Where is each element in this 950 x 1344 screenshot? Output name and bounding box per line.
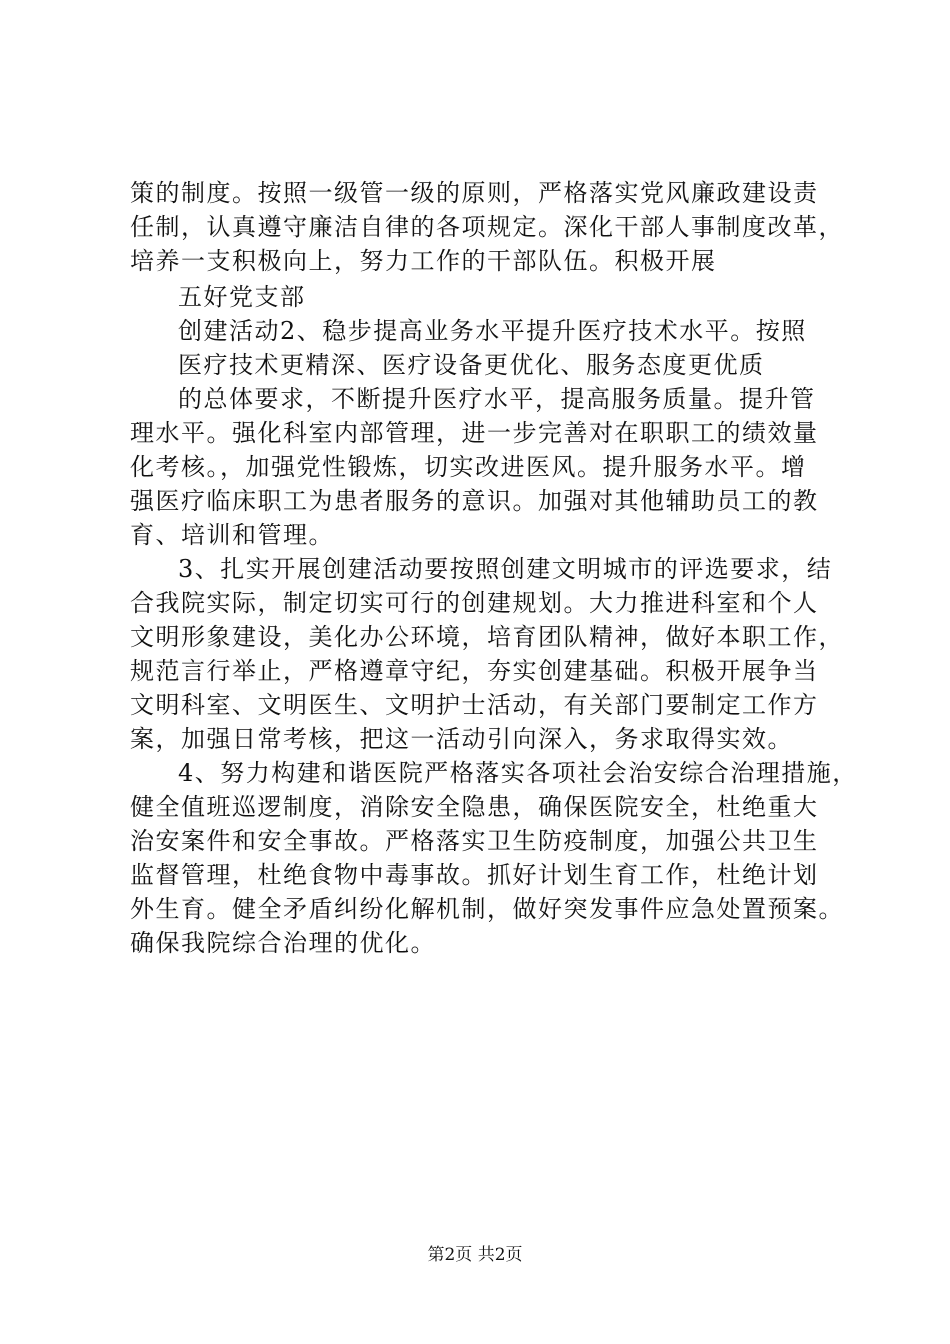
text-line: 理水平。强化科室内部管理，进一步完善对在职职工的绩效量	[130, 419, 819, 447]
text-line: 医疗技术更精深、医疗设备更优化、服务态度更优质	[178, 351, 765, 379]
text-line: 策的制度。按照一级管一级的原则，严格落实党风廉政建设责	[130, 179, 819, 207]
text-line: 确保我院综合治理的优化。	[130, 929, 436, 957]
text-line: 治安案件和安全事故。严格落实卫生防疫制度，加强公共卫生	[130, 827, 819, 855]
page-number-footer: 第2页 共2页	[427, 1245, 523, 1265]
text-line: 外生育。健全矛盾纠纷化解机制，做好突发事件应急处置预案。	[130, 895, 844, 923]
text-line: 文明科室、文明医生、文明护士活动，有关部门要制定工作方	[130, 691, 819, 719]
text-line: 健全值班巡逻制度，消除安全隐患，确保医院安全，杜绝重大	[130, 793, 819, 821]
text-line: 3、扎实开展创建活动要按照创建文明城市的评选要求，结	[178, 555, 833, 583]
text-line: 文明形象建设，美化办公环境，培育团队精神，做好本职工作，	[130, 623, 844, 651]
text-line: 培养一支积极向上，努力工作的干部队伍。积极开展	[130, 247, 717, 275]
text-line: 任制，认真遵守廉洁自律的各项规定。深化干部人事制度改革，	[130, 213, 844, 241]
text-line: 案，加强日常考核，把这一活动引向深入，务求取得实效。	[130, 725, 793, 753]
text-line: 化考核。，加强党性锻炼，切实改进医风。提升服务水平。增	[130, 453, 807, 481]
text-line: 4、努力构建和谐医院严格落实各项社会治安综合治理措施，	[178, 759, 858, 787]
text-line: 五好党支部	[178, 283, 306, 311]
text-line: 强医疗临床职工为患者服务的意识。加强对其他辅助员工的教	[130, 487, 819, 515]
text-line: 创建活动2、稳步提高业务水平提升医疗技术水平。按照	[178, 317, 807, 345]
text-line: 合我院实际，制定切实可行的创建规划。大力推进科室和个人	[130, 589, 819, 617]
text-line: 的总体要求，不断提升医疗水平，提高服务质量。提升管	[178, 385, 816, 413]
text-line: 育、培训和管理。	[130, 521, 334, 549]
text-line: 监督管理，杜绝食物中毒事故。抓好计划生育工作，杜绝计划	[130, 861, 819, 889]
text-line: 规范言行举止，严格遵章守纪，夯实创建基础。积极开展争当	[130, 657, 819, 685]
